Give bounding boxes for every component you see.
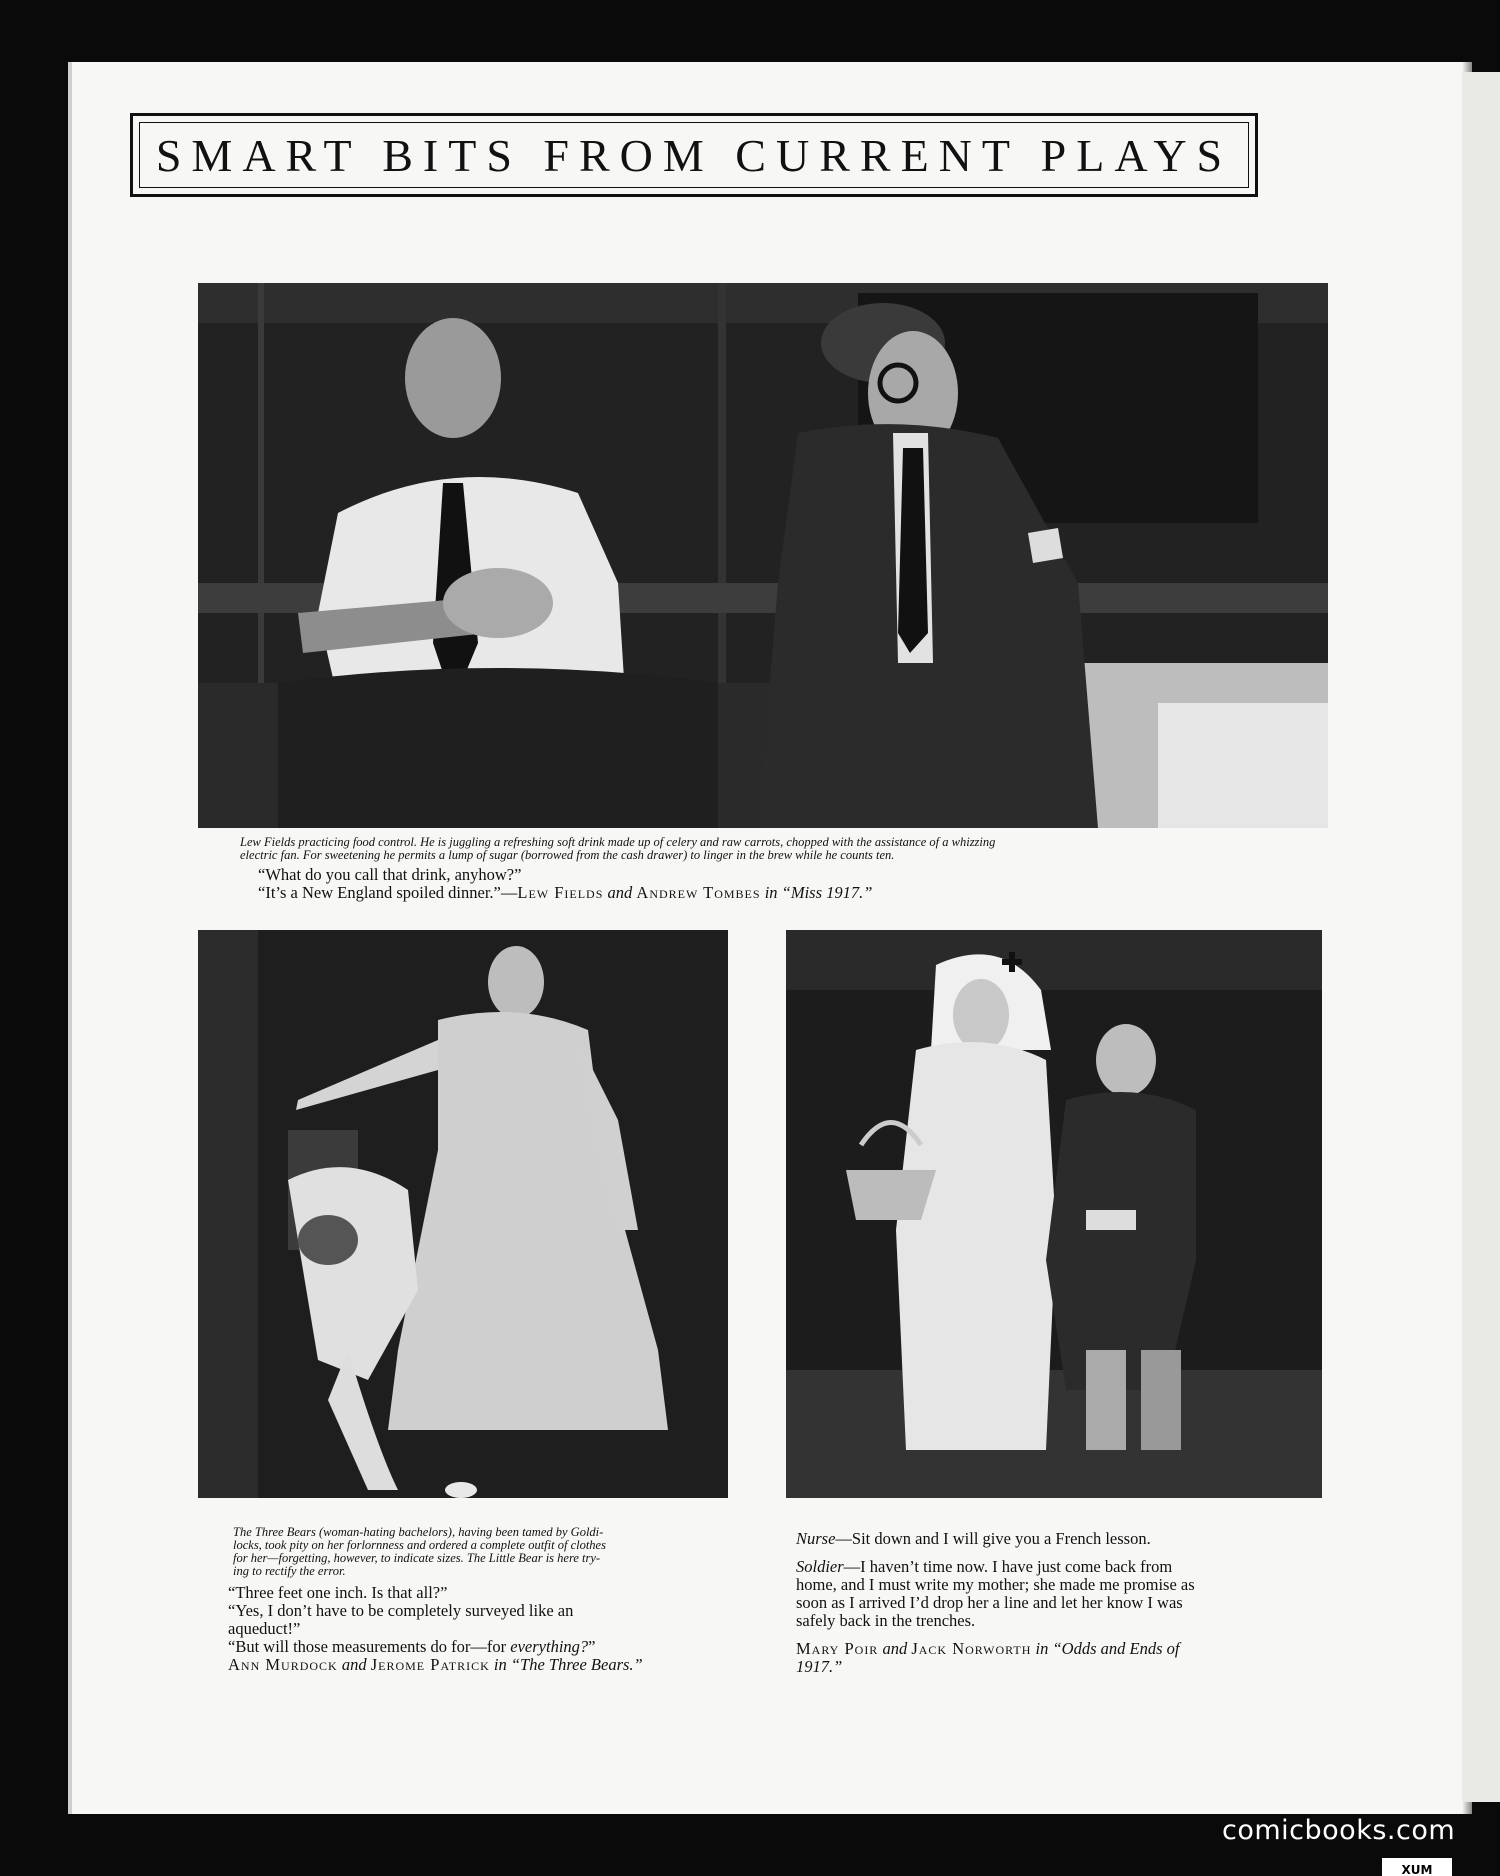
dialog-line: “What do you call that drink, anyhow?”	[258, 865, 522, 884]
top-caption-line: electric fan. For sweetening he permits a lump of sugar (borrowed from the cash drawer) to linger in the brew while he counts ten.	[240, 848, 895, 862]
credit-and: and	[607, 883, 633, 902]
dialog-line: aqueduct!”	[228, 1619, 301, 1638]
soldier-line: home, and I must write my mother; she made me promise as	[796, 1575, 1195, 1594]
corner-tag: XUM	[1382, 1858, 1452, 1876]
credit-play: “Odds and Ends of	[1052, 1639, 1180, 1658]
left-photo-image	[198, 930, 728, 1498]
dialog-line	[228, 1638, 723, 1656]
dialog-text: “But will those measurements do for—for	[228, 1637, 507, 1656]
credit-actor: Ann Murdock	[228, 1655, 338, 1674]
left-caption-line: locks, took pity on her forlornness and ordered a complete outfit of clothes	[233, 1538, 606, 1552]
nurse-speech: —Sit down and I will give you a French lesson.	[835, 1529, 1151, 1548]
speaker-label: Nurse	[796, 1529, 836, 1548]
credit-actor: Jerome Patrick	[370, 1655, 490, 1674]
soldier-speech: —I haven’t time now. I have just come back from	[843, 1557, 1173, 1576]
credit-actor: Mary Poir	[796, 1639, 879, 1658]
dialog-line: “Three feet one inch. Is that all?”	[228, 1583, 448, 1602]
credit-actor: Lew Fields	[517, 883, 604, 902]
top-dialog	[258, 866, 1278, 902]
speaker-label: Soldier	[796, 1557, 844, 1576]
top-caption	[240, 836, 1300, 862]
credit-and: and	[341, 1655, 367, 1674]
credit-play-continued: 1917.”	[796, 1657, 843, 1676]
dialog-quote: “It’s a New England spoiled dinner.”—	[258, 883, 518, 902]
credit-play: “Miss 1917.”	[781, 883, 873, 902]
right-dialog	[796, 1530, 1296, 1676]
credit-line	[228, 1656, 723, 1674]
credit-in: in	[493, 1655, 507, 1674]
facing-page-edge	[1462, 72, 1500, 1802]
credit-and: and	[882, 1639, 908, 1658]
credit-actor: Jack Norworth	[911, 1639, 1032, 1658]
left-caption	[233, 1526, 713, 1578]
credit-in: in	[1035, 1639, 1049, 1658]
credit-play: “The Three Bears.”	[510, 1655, 643, 1674]
top-photo	[198, 283, 1328, 828]
nurse-line	[796, 1530, 1296, 1548]
left-photo	[198, 930, 728, 1498]
title-inner-frame	[139, 122, 1249, 188]
credit-actor: Andrew Tombes	[636, 883, 761, 902]
soldier-line: safely back in the trenches.	[796, 1611, 976, 1630]
left-dialog	[228, 1584, 723, 1674]
top-photo-image	[198, 283, 1328, 828]
soldier-line: soon as I arrived I’d drop her a line and let her know I was	[796, 1593, 1183, 1612]
left-caption-line: ing to rectify the error.	[233, 1564, 346, 1578]
dialog-emphasis: everything?	[510, 1637, 589, 1656]
page-title: SMART BITS FROM CURRENT PLAYS	[155, 129, 1233, 181]
dialog-line: “Yes, I don’t have to be completely surveyed like an	[228, 1601, 574, 1620]
soldier-line	[796, 1558, 1296, 1576]
site-watermark: comicbooks.com	[1222, 1815, 1456, 1846]
title-frame	[130, 113, 1258, 197]
top-caption-line: Lew Fields practicing food control. He is juggling a refreshing soft drink made up of celery and raw carrots, chopped with the assistance of a whizzing	[240, 835, 996, 849]
right-photo-image	[786, 930, 1322, 1498]
dialog-line	[258, 884, 1278, 902]
left-caption-line: for her—forgetting, however, to indicate sizes. The Little Bear is here try-	[233, 1551, 601, 1565]
left-caption-line: The Three Bears (woman-hating bachelors), having been tamed by Goldi-	[233, 1525, 604, 1539]
credit-line	[796, 1640, 1296, 1658]
credit-in: in	[764, 883, 778, 902]
dialog-close-quote: ”	[588, 1637, 596, 1656]
right-photo	[786, 930, 1322, 1498]
